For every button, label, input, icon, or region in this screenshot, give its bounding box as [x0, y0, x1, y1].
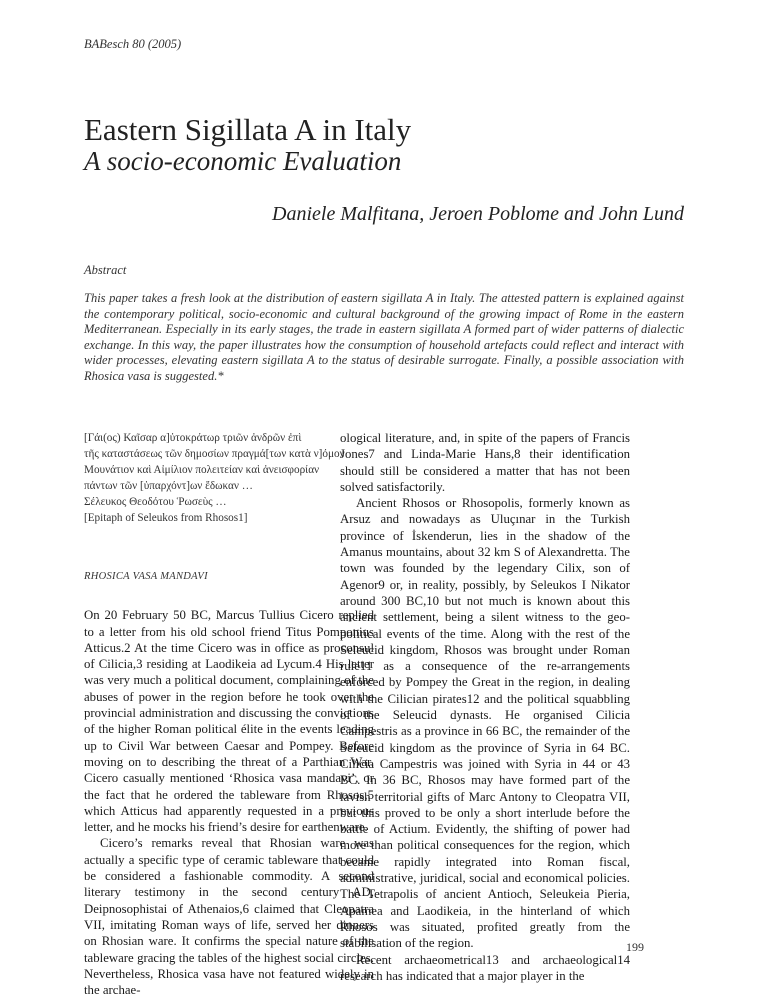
- epitaph-line: [Γάι(ος) Καῖσαρ α]ὐτοκράτωρ τριῶν ἀνδρῶν ἐπὶ: [84, 432, 302, 444]
- journal-reference: BABesch 80 (2005): [84, 37, 182, 51]
- article-subtitle: A socio-economic Evaluation: [84, 146, 402, 176]
- body-paragraph: Cicero’s remarks reveal that Rhosian ware was actually a specific type of ceramic tableware that could be considered a fashionable commodity. A second literary testimony in the second century AD, Deipnosophistai of Athenaios,6 claimed that Cleopatra VII, imitating Roman ways of life, served her dinners on Rhosian ware. It confirms the special nature of the tableware gracing the tables of the highest social circles. Nevertheless, Rhosica vasa have not featured widely in the archae-: [84, 836, 374, 998]
- body-paragraph: Recent archaeometrical13 and archaeological14 research has indicated that a major player in the: [340, 952, 630, 983]
- body-paragraph: On 20 February 50 BC, Marcus Tullius Cicero replied to a letter from his old school friend Titus Pomponius Atticus.2 At the time Cicero was in office as proconsul of Cilicia,3 residing at Laodikeia ad Lycum.4 His letter was very much a political document, complaining of the abuses of power in the region before he took over the provincial administration and discussing the convictions of the higher Roman political élite in the events leading up to Civil War between Caesar and Pompey. Before moving on to describing the threat of a Parthian War, Cicero casually mentioned ‘Rhosica vasa mandavi’, or the fact that he ordered the tableware from Rhosos,5 which Atticus had apparently requested in a previous letter, and he mocks his friend’s desire for earthenware.: [84, 608, 374, 835]
- article-title: Eastern Sigillata A in Italy: [84, 112, 412, 147]
- epitaph-line: πάντων τῶν [ὑπαρχόντ]ων ἔδωκαν …: [84, 480, 253, 492]
- body-paragraph: Ancient Rhosos or Rhosopolis, formerly known as Arsuz and nowadays as Uluçınar in the Turkish province of İskenderun, lies in the shadow of the Amanus mountains, about 32 km S of Alexandretta. The town was founded by the legendary Cilix, son of Agenor9 or, in reality, possibly, by Seleukos I Nikator around 300 BC,10 but not much is known about this ancient settlement, being a silent witness to the geo-political events of the time. Along with the rest of the Seleucid kingdom, Rhosos was brought under Roman rule11 as a consequence of the re-arrangements enforced by Pompey the Great in the region, in dealing with the Cilician pirates12 and the political squabbling of the Seleucid dynasts. He organised Cilicia Campestris as a province in 66 BC, the remainder of the Seleucid kingdom as the province of Syria in 64 BC. Cilicia Campestris was joined with Syria in 44 or 43 BC. In 36 BC, Rhosos may have formed part of the lavish territorial gifts of Marc Antony to Cleopatra VII, but this proved to be only a short interlude before the battle of Actium. Evidently, the shifting of power had more than political consequences for the region, which became rapidly integrated into Roman fiscal, administrative, juridical, social and economical policies. The Tetrapolis of ancient Antioch, Seleukeia Pieria, Apamea and Laodikeia, in the hinterland of which Rhosos was situated, profited greatly from the stabilisation of the region.: [340, 496, 630, 951]
- epitaph-line: Σέλευκος Θεοδότου Ῥωσεὺς …: [84, 496, 227, 508]
- abstract-heading: Abstract: [84, 263, 127, 277]
- epitaph-caption: [Epitaph of Seleukos from Rhosos1]: [84, 512, 248, 524]
- epitaph-line: τῆς καταστάσεως τῶν δημοσίων πραγμά[των κατὰ ν]όμον: [84, 448, 345, 460]
- epitaph-line: Μουνάτιον καὶ Αἰμίλιον πολειτείαν καὶ ἀνεισφορίαν: [84, 464, 320, 476]
- article-authors: Daniele Malfitana, Jeroen Poblome and John Lund: [272, 203, 684, 225]
- abstract-text: This paper takes a fresh look at the distribution of eastern sigillata A in Italy. The attested pattern is explained against the contemporary political, socio-economic and cultural background of the growing impact of Rome in the eastern Mediterranean. Especially in its early stages, the trade in eastern sigillata A formed part of wider patterns of dialectic exchange. In this way, the paper illustrates how the consumption of household artefacts could reflect and interact with wider processes, elevating eastern sigillata A to the status of desirable surrogate. Finally, a possible association with Rhosica vasa is suggested.*: [84, 291, 684, 383]
- body-paragraph: ological literature, and, in spite of the papers of Francis Jones7 and Linda-Marie Hans,8 their identification should still be considered a matter that has not been solved satisfactorily.: [340, 431, 630, 494]
- page-number: 199: [626, 940, 644, 954]
- epitaph-block: [84, 430, 374, 526]
- left-column: [84, 430, 374, 998]
- section-heading: RHOSICA VASA MANDAVI: [84, 571, 208, 582]
- right-column: [340, 430, 630, 984]
